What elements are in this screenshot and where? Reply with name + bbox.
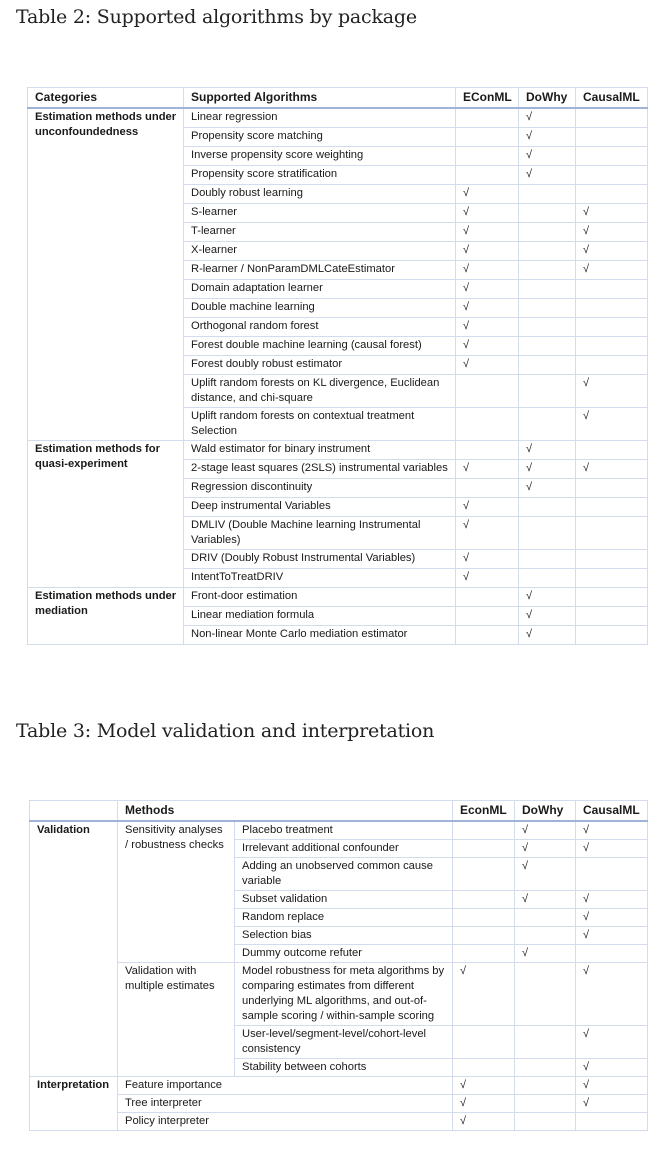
algorithm-cell: T-learner xyxy=(184,223,456,242)
table3-validation-interpretation xyxy=(29,800,648,1131)
dowhy-check-cell: √ xyxy=(519,607,576,626)
category-cell: Estimation methods for quasi-experiment xyxy=(28,441,184,588)
category-cell: Estimation methods under unconfoundedness xyxy=(28,108,184,441)
causalml-check-cell: √ xyxy=(576,1077,648,1095)
algorithm-cell: Deep instrumental Variables xyxy=(184,498,456,517)
dowhy-check-cell xyxy=(519,498,576,517)
dowhy-check-cell xyxy=(515,1026,576,1059)
econml-check-cell xyxy=(456,408,519,441)
dowhy-check-cell: √ xyxy=(519,166,576,185)
causalml-check-cell: √ xyxy=(576,375,648,408)
causalml-check-cell xyxy=(576,479,648,498)
algorithm-cell: Non-linear Monte Carlo mediation estimator xyxy=(184,626,456,645)
table-row xyxy=(28,441,648,460)
econml-check-cell: √ xyxy=(456,569,519,588)
submethod-cell: Subset validation xyxy=(235,891,453,909)
econml-check-cell: √ xyxy=(456,550,519,569)
dowhy-check-cell: √ xyxy=(519,626,576,645)
dowhy-check-cell xyxy=(515,909,576,927)
header-dowhy: DoWhy xyxy=(515,801,576,822)
dowhy-check-cell xyxy=(519,242,576,261)
dowhy-check-cell xyxy=(519,204,576,223)
econml-check-cell: √ xyxy=(456,498,519,517)
econml-check-cell xyxy=(456,128,519,147)
econml-check-cell xyxy=(453,945,515,963)
causalml-check-cell: √ xyxy=(576,242,648,261)
econml-check-cell xyxy=(453,1059,515,1077)
algorithm-cell: IntentToTreatDRIV xyxy=(184,569,456,588)
dowhy-check-cell xyxy=(519,408,576,441)
dowhy-check-cell xyxy=(515,1095,576,1113)
algorithm-cell: Domain adaptation learner xyxy=(184,280,456,299)
causalml-check-cell: √ xyxy=(576,840,648,858)
econml-check-cell: √ xyxy=(456,517,519,550)
submethod-cell: Selection bias xyxy=(235,927,453,945)
method-cell: Feature importance xyxy=(118,1077,453,1095)
category-cell: Estimation methods under mediation xyxy=(28,588,184,645)
dowhy-check-cell xyxy=(519,280,576,299)
table-row xyxy=(30,1095,648,1113)
causalml-check-cell: √ xyxy=(576,821,648,840)
algorithm-cell: Propensity score matching xyxy=(184,128,456,147)
header-econml: EConML xyxy=(456,88,519,109)
submethod-cell: Random replace xyxy=(235,909,453,927)
table3-header-row xyxy=(30,801,648,822)
econml-check-cell: √ xyxy=(456,223,519,242)
algorithm-cell: R-learner / NonParamDMLCateEstimator xyxy=(184,261,456,280)
econml-check-cell xyxy=(456,108,519,128)
causalml-check-cell xyxy=(576,299,648,318)
causalml-check-cell: √ xyxy=(576,963,648,1026)
econml-check-cell: √ xyxy=(456,204,519,223)
causalml-check-cell: √ xyxy=(576,460,648,479)
method-cell: Tree interpreter xyxy=(118,1095,453,1113)
econml-check-cell: √ xyxy=(453,1113,515,1131)
algorithm-cell: DMLIV (Double Machine learning Instrumental Variables) xyxy=(184,517,456,550)
algorithm-cell: Forest double machine learning (causal forest) xyxy=(184,337,456,356)
algorithm-cell: Linear mediation formula xyxy=(184,607,456,626)
causalml-check-cell: √ xyxy=(576,261,648,280)
header-causalml: CausalML xyxy=(576,801,648,822)
dowhy-check-cell xyxy=(519,569,576,588)
algorithm-cell: Uplift random forests on KL divergence, Euclidean distance, and chi-square xyxy=(184,375,456,408)
dowhy-check-cell: √ xyxy=(519,460,576,479)
econml-check-cell: √ xyxy=(456,318,519,337)
econml-check-cell xyxy=(453,927,515,945)
table-row xyxy=(30,1077,648,1095)
econml-check-cell: √ xyxy=(456,280,519,299)
dowhy-check-cell: √ xyxy=(515,821,576,840)
dowhy-check-cell xyxy=(515,963,576,1026)
header-supported-algorithms: Supported Algorithms xyxy=(184,88,456,109)
algorithm-cell: Uplift random forests on contextual treatment Selection xyxy=(184,408,456,441)
econml-check-cell: √ xyxy=(453,1095,515,1113)
dowhy-check-cell xyxy=(519,185,576,204)
causalml-check-cell xyxy=(576,1113,648,1131)
submethod-cell: Model robustness for meta algorithms by comparing estimates from different underlying ML algorithms, and out-of-sample scoring / within-sample scoring xyxy=(235,963,453,1026)
causalml-check-cell xyxy=(576,337,648,356)
dowhy-check-cell: √ xyxy=(519,479,576,498)
econml-check-cell: √ xyxy=(456,337,519,356)
dowhy-check-cell xyxy=(519,375,576,408)
causalml-check-cell: √ xyxy=(576,1095,648,1113)
dowhy-check-cell xyxy=(515,1059,576,1077)
category-cell: Validation xyxy=(30,821,118,1077)
econml-check-cell: √ xyxy=(456,185,519,204)
dowhy-check-cell: √ xyxy=(515,858,576,891)
method-cell: Policy interpreter xyxy=(118,1113,453,1131)
submethod-cell: User-level/segment-level/cohort-level consistency xyxy=(235,1026,453,1059)
table-row xyxy=(30,1113,648,1131)
algorithm-cell: Forest doubly robust estimator xyxy=(184,356,456,375)
table2-supported-algorithms xyxy=(27,87,648,645)
submethod-cell: Adding an unobserved common cause variable xyxy=(235,858,453,891)
causalml-check-cell: √ xyxy=(576,909,648,927)
table2-header-row xyxy=(28,88,648,109)
table-row xyxy=(30,963,648,1026)
header-dowhy: DoWhy xyxy=(519,88,576,109)
method-cell: Validation with multiple estimates xyxy=(118,963,235,1077)
causalml-check-cell xyxy=(576,128,648,147)
algorithm-cell: Wald estimator for binary instrument xyxy=(184,441,456,460)
algorithm-cell: DRIV (Doubly Robust Instrumental Variables) xyxy=(184,550,456,569)
causalml-check-cell xyxy=(576,108,648,128)
econml-check-cell xyxy=(456,607,519,626)
econml-check-cell: √ xyxy=(456,460,519,479)
dowhy-check-cell: √ xyxy=(515,945,576,963)
causalml-check-cell xyxy=(576,318,648,337)
submethod-cell: Irrelevant additional confounder xyxy=(235,840,453,858)
econml-check-cell: √ xyxy=(453,963,515,1026)
dowhy-check-cell: √ xyxy=(515,891,576,909)
econml-check-cell xyxy=(456,441,519,460)
causalml-check-cell: √ xyxy=(576,223,648,242)
dowhy-check-cell: √ xyxy=(519,147,576,166)
method-cell: Sensitivity analyses / robustness checks xyxy=(118,821,235,963)
econml-check-cell: √ xyxy=(456,242,519,261)
causalml-check-cell xyxy=(576,550,648,569)
econml-check-cell: √ xyxy=(456,356,519,375)
algorithm-cell: Propensity score stratification xyxy=(184,166,456,185)
dowhy-check-cell xyxy=(515,927,576,945)
causalml-check-cell xyxy=(576,147,648,166)
dowhy-check-cell xyxy=(519,318,576,337)
econml-check-cell: √ xyxy=(453,1077,515,1095)
dowhy-check-cell xyxy=(519,337,576,356)
causalml-check-cell: √ xyxy=(576,891,648,909)
econml-check-cell: √ xyxy=(456,261,519,280)
causalml-check-cell xyxy=(576,945,648,963)
econml-check-cell xyxy=(456,626,519,645)
dowhy-check-cell xyxy=(519,517,576,550)
econml-check-cell xyxy=(453,1026,515,1059)
table3-title: Table 3: Model validation and interpretation xyxy=(16,720,435,742)
algorithm-cell: S-learner xyxy=(184,204,456,223)
dowhy-check-cell xyxy=(519,299,576,318)
submethod-cell: Dummy outcome refuter xyxy=(235,945,453,963)
causalml-check-cell xyxy=(576,280,648,299)
dowhy-check-cell: √ xyxy=(519,588,576,607)
dowhy-check-cell: √ xyxy=(519,108,576,128)
algorithm-cell: Inverse propensity score weighting xyxy=(184,147,456,166)
causalml-check-cell: √ xyxy=(576,408,648,441)
header-causalml: CausalML xyxy=(576,88,648,109)
econml-check-cell xyxy=(453,909,515,927)
algorithm-cell: Regression discontinuity xyxy=(184,479,456,498)
dowhy-check-cell xyxy=(519,550,576,569)
causalml-check-cell: √ xyxy=(576,927,648,945)
algorithm-cell: Doubly robust learning xyxy=(184,185,456,204)
econml-check-cell xyxy=(456,375,519,408)
causalml-check-cell: √ xyxy=(576,1059,648,1077)
dowhy-check-cell: √ xyxy=(515,840,576,858)
causalml-check-cell xyxy=(576,517,648,550)
table-row xyxy=(30,821,648,840)
algorithm-cell: 2-stage least squares (2SLS) instrumental variables xyxy=(184,460,456,479)
causalml-check-cell xyxy=(576,498,648,517)
submethod-cell: Stability between cohorts xyxy=(235,1059,453,1077)
algorithm-cell: Front-door estimation xyxy=(184,588,456,607)
causalml-check-cell xyxy=(576,607,648,626)
dowhy-check-cell xyxy=(515,1077,576,1095)
causalml-check-cell xyxy=(576,858,648,891)
dowhy-check-cell xyxy=(515,1113,576,1131)
algorithm-cell: Linear regression xyxy=(184,108,456,128)
algorithm-cell: Orthogonal random forest xyxy=(184,318,456,337)
econml-check-cell xyxy=(456,166,519,185)
econml-check-cell xyxy=(453,821,515,840)
causalml-check-cell: √ xyxy=(576,1026,648,1059)
dowhy-check-cell: √ xyxy=(519,128,576,147)
dowhy-check-cell xyxy=(519,223,576,242)
causalml-check-cell xyxy=(576,569,648,588)
econml-check-cell: √ xyxy=(456,299,519,318)
header-category xyxy=(30,801,118,822)
dowhy-check-cell xyxy=(519,261,576,280)
algorithm-cell: Double machine learning xyxy=(184,299,456,318)
dowhy-check-cell xyxy=(519,356,576,375)
table-row xyxy=(28,588,648,607)
header-categories: Categories xyxy=(28,88,184,109)
econml-check-cell xyxy=(456,147,519,166)
causalml-check-cell xyxy=(576,166,648,185)
table2-title: Table 2: Supported algorithms by package xyxy=(16,6,417,28)
causalml-check-cell xyxy=(576,588,648,607)
causalml-check-cell xyxy=(576,185,648,204)
algorithm-cell: X-learner xyxy=(184,242,456,261)
causalml-check-cell xyxy=(576,356,648,375)
econml-check-cell xyxy=(453,891,515,909)
causalml-check-cell xyxy=(576,441,648,460)
causalml-check-cell: √ xyxy=(576,204,648,223)
submethod-cell: Placebo treatment xyxy=(235,821,453,840)
category-cell: Interpretation xyxy=(30,1077,118,1131)
table-row xyxy=(28,108,648,128)
econml-check-cell xyxy=(456,588,519,607)
header-econml: EconML xyxy=(453,801,515,822)
econml-check-cell xyxy=(453,858,515,891)
econml-check-cell xyxy=(456,479,519,498)
causalml-check-cell xyxy=(576,626,648,645)
econml-check-cell xyxy=(453,840,515,858)
dowhy-check-cell: √ xyxy=(519,441,576,460)
header-methods: Methods xyxy=(118,801,453,822)
